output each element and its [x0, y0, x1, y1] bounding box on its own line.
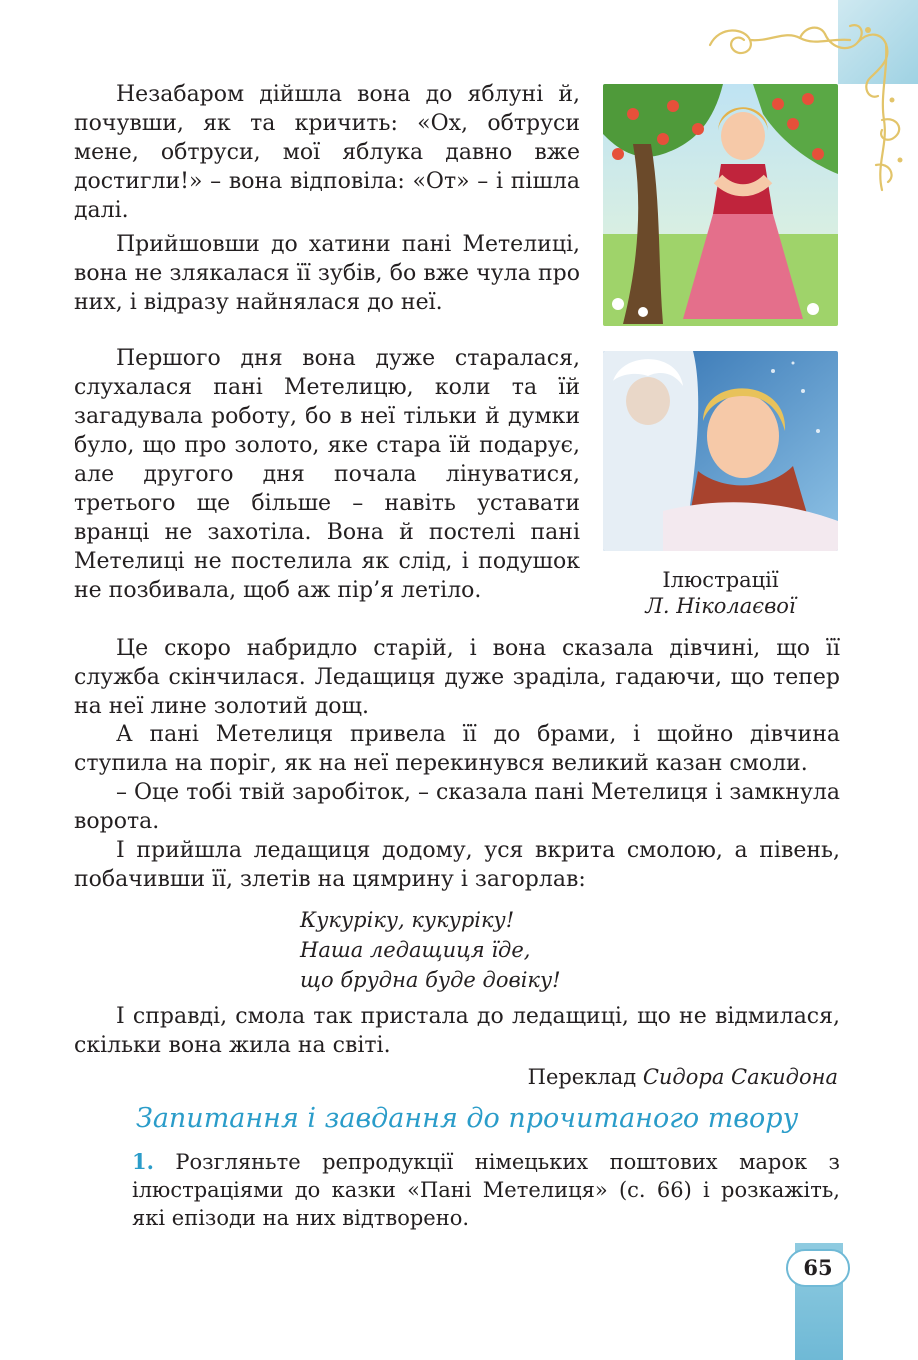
rooster-poem [300, 905, 561, 995]
illustration-metelytsia [603, 351, 838, 551]
paragraph-text: – Оце тобі твій заробіток, – сказала пані Метелиця і замкнула ворота. [74, 780, 840, 834]
paragraph-tired [74, 634, 840, 721]
caption-author: Л. Ніколаєвої [645, 594, 796, 618]
poem-line: Кукуріку, кукуріку! [300, 908, 515, 932]
paragraph-text: І прийшла ледащиця додому, уся вкрита смолою, а півень, побачивши її, злетів на цямрину і загорлав: [74, 838, 840, 892]
task-1 [132, 1148, 840, 1232]
poem-line: що брудна буде довіку! [300, 968, 561, 992]
paragraph-text: А пані Метелиця привела її до брами, і щойно дівчина ступила на поріг, як на неї перекинувся великий казан смоли. [74, 722, 840, 776]
translation-credit [440, 1063, 838, 1091]
paragraph-ending [74, 1002, 840, 1060]
task-text: Розгляньте репродукції німецьких поштових марок з ілюстраціями до казки «Пані Метелиця» (с. 66) і розкажіть, які епізоди на них відтворено. [132, 1150, 840, 1230]
section-title: Запитання і завдання до прочитаного твору [136, 1103, 799, 1134]
paragraph-apple-tree [74, 80, 580, 225]
translator-name: Сидора Сакидона [642, 1065, 838, 1089]
poem-line: Наша ледащиця їде, [300, 938, 531, 962]
paragraph-rooster [74, 836, 840, 894]
paragraph-first-day [74, 344, 580, 605]
paragraph-text: Прийшовши до хатини пані Метелиці, вона не злякалася її зубів, бо вже чула про них, і відразу найнялася до неї. [74, 232, 580, 315]
translation-label: Переклад [527, 1065, 637, 1089]
paragraph-text: Першого дня вона дуже старалася, слухалася пані Метелицю, коли та їй загадувала роботу, бо в неї тільки й думки було, що про золото, яке стара їй подарує, але другого дня почала лінуватися, третього ще більше – навіть уставати вранці не захотіла. Вона й постелі пані Метелиці не постелила як слід, і подушок не позбивала, щоб аж пір’я летіло. [74, 346, 580, 603]
paragraph-hut [74, 230, 580, 317]
paragraph-text: І справді, смола так пристала до ледащиці, що не відмилася, скільки вона жила на світі. [74, 1004, 840, 1058]
paragraph-text: Незабаром дійшла вона до яблуні й, почувши, як та кричить: «Ох, обтруси мене, обтруси, мої яблука давно вже достигли!» – вона відповіла: «От» – і пішла далі. [74, 82, 580, 223]
paragraph-gate [74, 720, 840, 778]
illustration-caption [603, 567, 838, 619]
paragraph-wages [74, 778, 840, 836]
task-number: 1. [132, 1149, 154, 1174]
paragraph-text: Це скоро набридло старій, і вона сказала дівчині, що її служба скінчилася. Ледащиця дуже зраділа, гадаючи, що тепер на неї лине золотий дощ. [74, 636, 840, 719]
page-number: 65 [786, 1249, 850, 1287]
caption-label: Ілюстрації [662, 568, 779, 592]
illustration-apple-tree [603, 84, 838, 326]
